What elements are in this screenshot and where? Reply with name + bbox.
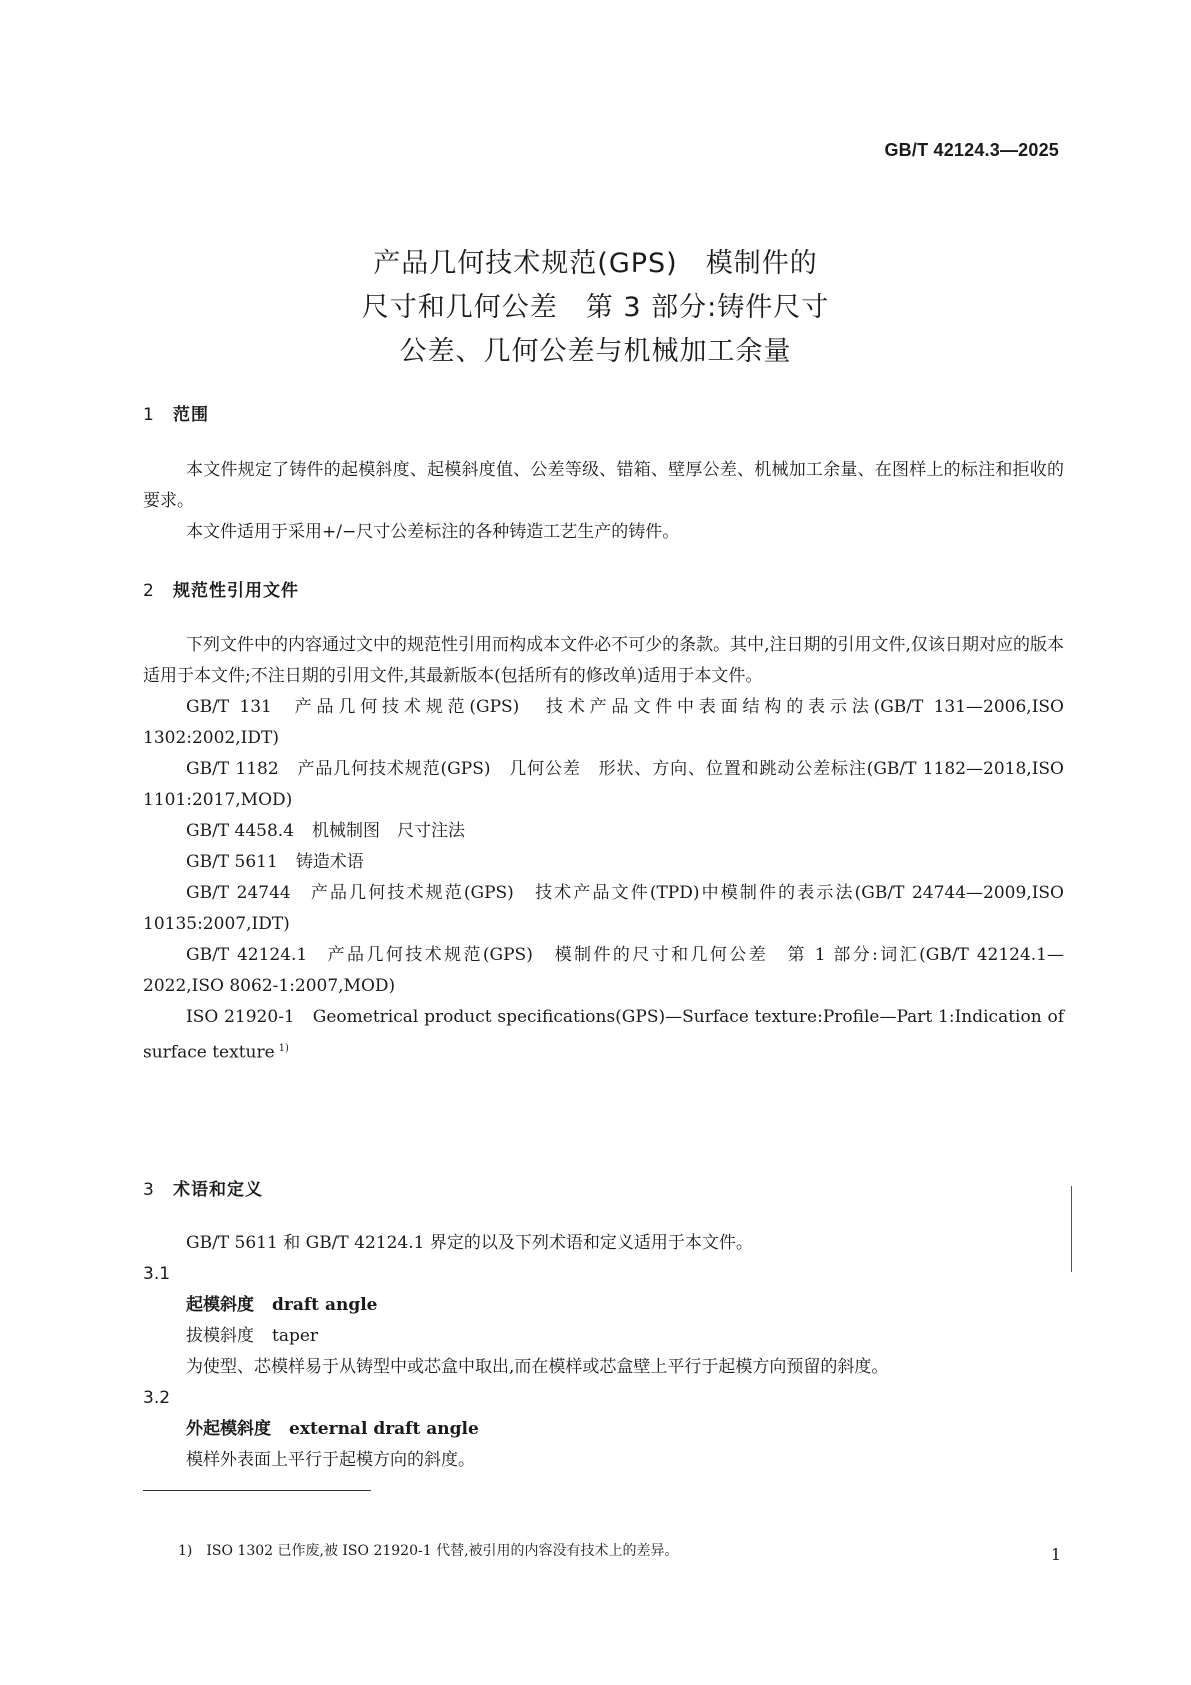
- document-title: [130, 242, 1061, 374]
- reference-item: [143, 847, 1064, 878]
- reference-item: [143, 878, 1064, 940]
- section-3-heading: [143, 1175, 1064, 1200]
- section-title: 范围: [173, 405, 209, 425]
- term-definition: 为使型、芯模样易于从铸型中或芯盒中取出,而在模样或芯盒壁上平行于起模方向预留的斜度。: [186, 1357, 889, 1377]
- footnote-text: ISO 1302 已作废,被 ISO 21920-1 代替,被引用的内容没有技术上的差异。: [206, 1543, 679, 1559]
- section-number: 3: [143, 1180, 155, 1200]
- paragraph: 本文件适用于采用+/−尺寸公差标注的各种铸造工艺生产的铸件。: [186, 522, 680, 542]
- reference-code: GB/T 131: [186, 697, 272, 717]
- section-number: 1: [143, 405, 155, 425]
- section-number: 2: [143, 581, 155, 601]
- section-1-body: [143, 455, 1064, 548]
- term-alternative: [143, 1321, 1064, 1352]
- reference-text: 产品几何技术规范(GPS) 技术产品文件(TPD)中模制件的表示法(GB/T 24744—2009,ISO 10135:2007,IDT): [143, 883, 1064, 934]
- reference-item: [143, 1002, 1064, 1069]
- section-2-heading: [143, 576, 1064, 601]
- term-entry: [143, 1290, 1064, 1321]
- reference-text: 产品几何技术规范(GPS) 模制件的尺寸和几何公差 第 1 部分:词汇(GB/T 42124.1—2022,ISO 8062-1:2007,MOD): [143, 945, 1064, 996]
- section-3-body: [143, 1228, 1064, 1476]
- change-bar: [1071, 1186, 1072, 1272]
- reference-code: GB/T 4458.4: [186, 821, 295, 841]
- paragraph: GB/T 5611 和 GB/T 42124.1 界定的以及下列术语和定义适用于本文件。: [186, 1233, 753, 1253]
- section-title: 术语和定义: [173, 1180, 263, 1200]
- term-cn: 起模斜度: [186, 1295, 254, 1315]
- reference-code: ISO 21920-1: [186, 1007, 295, 1027]
- term-number: 3.1: [143, 1264, 171, 1284]
- term-entry: [143, 1414, 1064, 1445]
- reference-text: 机械制图 尺寸注法: [312, 821, 466, 841]
- title-line-1: 产品几何技术规范(GPS) 模制件的: [373, 248, 818, 279]
- footnote-reference[interactable]: 1): [278, 1043, 289, 1054]
- section-title: 规范性引用文件: [173, 581, 299, 601]
- footnote: [178, 1540, 679, 1560]
- reference-item: [143, 754, 1064, 816]
- section-2-body: [143, 630, 1064, 1069]
- footnote-mark: 1): [178, 1543, 193, 1559]
- term-en: draft angle: [272, 1295, 378, 1315]
- alt-term-cn: 拔模斜度: [186, 1326, 254, 1346]
- term-number: 3.2: [143, 1388, 171, 1408]
- title-line-3: 公差、几何公差与机械加工余量: [399, 336, 792, 367]
- paragraph: 下列文件中的内容通过文中的规范性引用而构成本文件必不可少的条款。其中,注日期的引用文件,仅该日期对应的版本适用于本文件;不注日期的引用文件,其最新版本(包括所有的修改单)适用于本文件。: [143, 635, 1064, 686]
- page-number: 1: [1050, 1545, 1061, 1564]
- standard-number: GB/T 42124.3—2025: [884, 140, 1059, 160]
- title-line-2: 尺寸和几何公差 第 3 部分:铸件尺寸: [361, 292, 830, 323]
- reference-text: 产品几何技术规范(GPS) 技术产品文件中表面结构的表示法(GB/T 131—2006,ISO 1302:2002,IDT): [143, 697, 1064, 748]
- term-en: external draft angle: [289, 1419, 479, 1439]
- reference-text: 铸造术语: [295, 852, 364, 872]
- reference-item: [143, 940, 1064, 1002]
- reference-code: GB/T 42124.1: [186, 945, 308, 965]
- reference-code: GB/T 5611: [186, 852, 278, 872]
- paragraph: 本文件规定了铸件的起模斜度、起模斜度值、公差等级、错箱、壁厚公差、机械加工余量、在图样上的标注和拒收的要求。: [143, 460, 1064, 511]
- footnote-divider: [143, 1490, 371, 1491]
- term-cn: 外起模斜度: [186, 1419, 271, 1439]
- section-1-heading: [143, 400, 1064, 425]
- term-definition: 模样外表面上平行于起模方向的斜度。: [186, 1450, 475, 1470]
- reference-item: [143, 692, 1064, 754]
- reference-code: GB/T 24744: [186, 883, 291, 903]
- reference-text: 产品几何技术规范(GPS) 几何公差 形状、方向、位置和跳动公差标注(GB/T 1182—2018,ISO 1101:2017,MOD): [143, 759, 1064, 810]
- alt-term-en: taper: [272, 1326, 319, 1346]
- reference-item: [143, 816, 1064, 847]
- reference-text: Geometrical product specifications(GPS)—Surface texture:Profile—Part 1:Indication of surface texture: [143, 1007, 1065, 1063]
- reference-code: GB/T 1182: [186, 759, 279, 779]
